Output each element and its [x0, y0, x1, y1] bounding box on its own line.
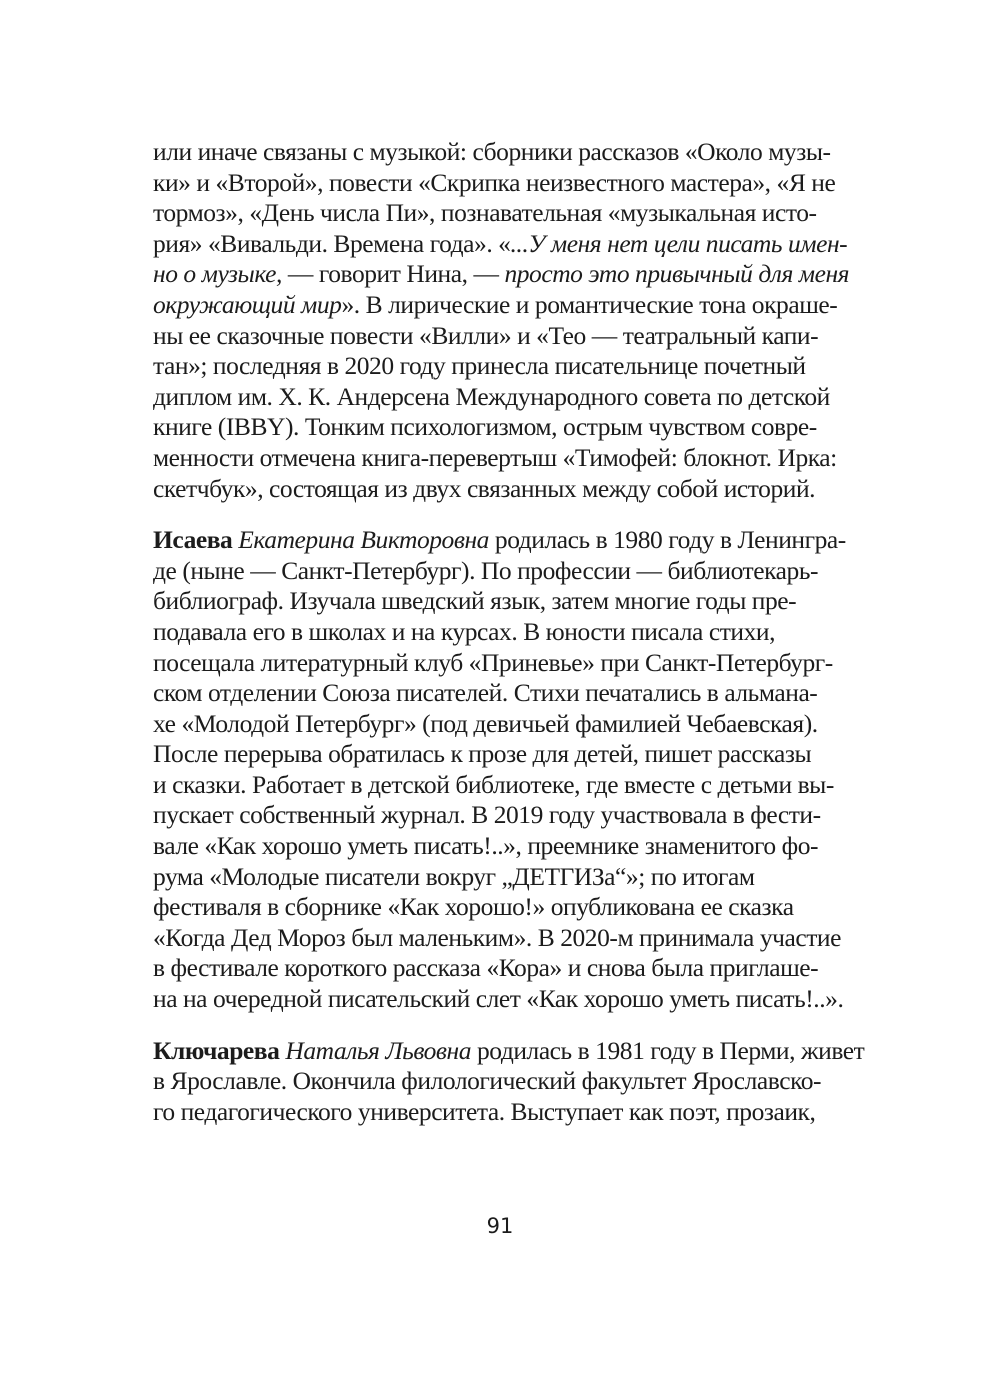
text-line: [153, 382, 864, 413]
text-segment: в Ярославле. Окончила филологический факультет Ярославско-: [153, 1066, 822, 1096]
text-line: [153, 443, 864, 474]
italic-text: ...У меня нет цели писать имен-: [510, 228, 848, 258]
text-line: [153, 137, 864, 168]
paragraph-music-works: [153, 137, 864, 504]
text-line: [153, 831, 864, 862]
text-line: [153, 953, 864, 984]
text-segment: де (ныне — Санкт-Петербург). По профессии — библиотекарь-: [153, 555, 819, 585]
text-segment: или иначе связаны с музыкой: сборники рассказов «Около музы-: [153, 137, 831, 166]
text-segment: ки» и «Второй», повести «Скрипка неизвестного мастера», «Я не: [153, 167, 836, 197]
italic-text: Наталья Львовна: [285, 1035, 472, 1065]
text-segment: ны ее сказочные повести «Вилли» и «Тео — театральный капи-: [153, 320, 819, 350]
text-segment: «Когда Дед Мороз был маленьким». В 2020-м принимала участие: [153, 922, 841, 952]
text-line: [153, 321, 864, 352]
italic-text: но о музыке,: [153, 259, 282, 289]
text-line: [153, 586, 864, 617]
text-line: [153, 1036, 864, 1067]
text-line: [153, 617, 864, 648]
text-line: [153, 525, 864, 556]
paragraph-klyuchareva-biography: [153, 1036, 864, 1128]
text-segment: книге (IBBY). Тонким психологизмом, острым чувством совре-: [153, 412, 817, 442]
page-body: [153, 137, 864, 1127]
text-segment: родилась в 1981 году в Перми, живет: [471, 1035, 865, 1065]
text-line: [153, 984, 864, 1015]
text-segment: — говорит Нина, —: [281, 259, 505, 289]
italic-text: Екатерина Викторовна: [238, 525, 489, 555]
text-line: [153, 290, 864, 321]
text-segment: менности отмечена книга-перевертыш «Тимофей: блокнот. Ирка:: [153, 442, 837, 472]
text-segment: подавала его в школах и на курсах. В юности писала стихи,: [153, 616, 776, 646]
text-line: [153, 168, 864, 199]
text-segment: фестиваля в сборнике «Как хорошо!» опубликована ее сказка: [153, 892, 794, 922]
text-line: [153, 892, 864, 923]
text-segment: посещала литературный клуб «Приневье» при Санкт-Петербург-: [153, 647, 833, 677]
text-segment: родилась в 1980 году в Ленингра-: [488, 525, 846, 555]
text-line: [153, 800, 864, 831]
page-number: 91: [486, 1214, 514, 1238]
text-segment: ском отделении Союза писателей. Стихи печатались в альмана-: [153, 678, 818, 708]
text-segment: тормоз», «День числа Пи», познавательная «музыкальная исто-: [153, 198, 817, 228]
text-line: [153, 770, 864, 801]
text-segment: скетчбук», состоящая из двух связанных между собой историй.: [153, 473, 816, 503]
text-line: [153, 923, 864, 954]
text-line: [153, 1097, 864, 1128]
text-segment: в фестивале короткого рассказа «Кора» и снова была приглаше-: [153, 953, 819, 983]
text-segment: ». В лирические и романтические тона окраше-: [341, 289, 838, 319]
author-surname: Исаева: [153, 525, 233, 555]
text-line: [153, 556, 864, 587]
text-segment: После перерыва обратилась к прозе для детей, пишет рассказы: [153, 739, 812, 769]
text-line: [153, 412, 864, 443]
italic-text: окружающий мир: [153, 289, 342, 319]
text-line: [153, 351, 864, 382]
text-segment: диплом им. Х. К. Андерсена Международного совета по детской: [153, 381, 830, 411]
text-line: [153, 259, 864, 290]
text-line: [153, 229, 864, 260]
text-line: [153, 678, 864, 709]
italic-text: просто это привычный для меня: [504, 259, 850, 289]
text-line: [153, 474, 864, 505]
text-segment: рума «Молодые писатели вокруг „ДЕТГИЗа“»; по итогам: [153, 861, 755, 891]
text-line: [153, 648, 864, 679]
text-line: [153, 198, 864, 229]
text-segment: библиограф. Изучала шведский язык, затем многие годы пре-: [153, 586, 797, 616]
text-line: [153, 862, 864, 893]
text-segment: и сказки. Работает в детской библиотеке, где вместе с детьми вы-: [153, 769, 834, 799]
text-segment: хе «Молодой Петербург» (под девичьей фамилией Чебаевская).: [153, 708, 818, 738]
text-segment: тан»; последняя в 2020 году принесла писательнице почетный: [153, 351, 806, 381]
text-line: [153, 709, 864, 740]
text-segment: го педагогического университета. Выступает как поэт, прозаик,: [153, 1096, 816, 1126]
text-segment: рия» «Вивальди. Времена года». «: [153, 228, 511, 258]
text-line: [153, 739, 864, 770]
text-line: [153, 1066, 864, 1097]
text-segment: пускает собственный журнал. В 2019 году участвовала в фести-: [153, 800, 821, 830]
author-surname: Ключарева: [153, 1035, 280, 1065]
text-segment: на на очередной писательский слет «Как хорошо уметь писать!..».: [153, 984, 844, 1014]
text-segment: вале «Как хорошо уметь писать!..», преемнике знаменитого фо-: [153, 831, 819, 861]
paragraph-isaeva-biography: [153, 525, 864, 1015]
